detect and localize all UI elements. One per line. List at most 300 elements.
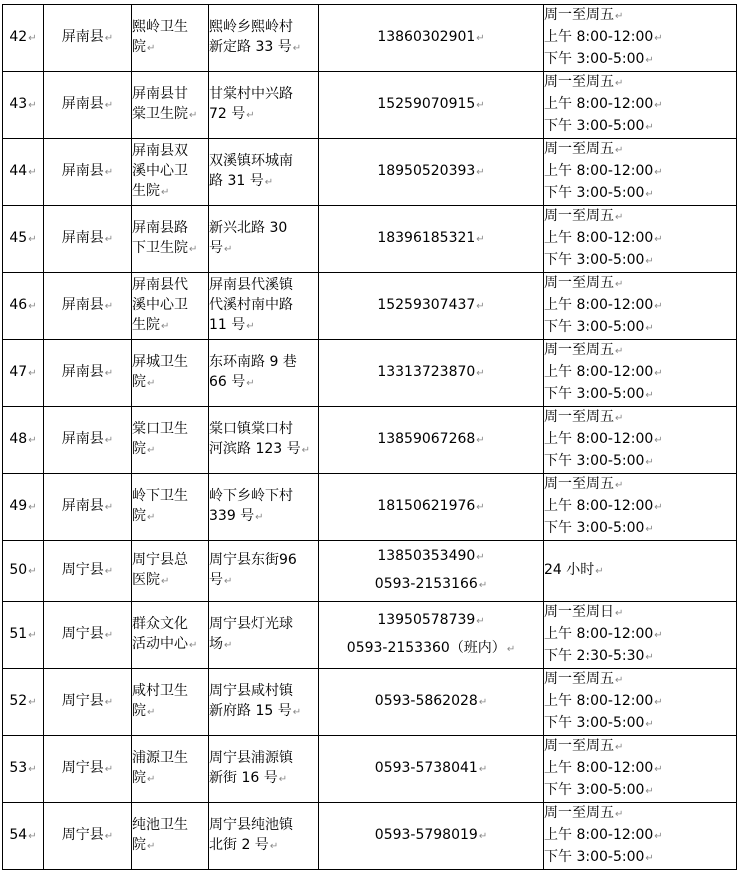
service-hours-line: [544, 474, 736, 496]
paragraph-mark-icon: ↵: [28, 502, 37, 513]
service-hours-line: [544, 139, 736, 161]
site-name-text: 院: [132, 374, 146, 390]
county-name: 屏南县: [61, 163, 104, 179]
site-name-text: 浦源卫生: [132, 750, 188, 766]
paragraph-mark-icon: ↵: [654, 697, 663, 708]
county-name: 屏南县: [61, 431, 104, 447]
site-name-text: 屏城卫生: [132, 354, 188, 370]
paragraph-mark-icon: ↵: [476, 435, 485, 446]
service-hours-line: [544, 825, 736, 847]
paragraph-mark-icon: ↵: [147, 512, 156, 523]
row-number-cell: [3, 340, 44, 407]
phone-cell: [319, 602, 544, 669]
address-text: 棠口镇棠口村: [209, 421, 293, 437]
service-hours-text: 周一至周五: [544, 738, 614, 754]
site-name-line: [132, 486, 208, 506]
service-hours-text: 下午 3:00-5:00: [544, 51, 645, 67]
phone-number: 13860302901: [377, 29, 476, 45]
site-name-cell: [132, 139, 209, 206]
service-hours-cell: [544, 139, 737, 206]
table-row: [3, 602, 737, 669]
paragraph-mark-icon: ↵: [28, 435, 37, 446]
table-row: [3, 736, 737, 803]
paragraph-mark-icon: ↵: [28, 566, 37, 577]
service-hours-line: [544, 295, 736, 317]
paragraph-mark-icon: ↵: [28, 697, 37, 708]
service-hours-text: 周一至周五: [544, 342, 614, 358]
phone-number: 13950578739: [377, 612, 476, 628]
phone-cell: [319, 206, 544, 273]
row-number-cell: [3, 273, 44, 340]
paragraph-mark-icon: ↵: [104, 831, 114, 842]
table-row: [3, 669, 737, 736]
service-hours-line: [544, 736, 736, 758]
table-row: [3, 407, 737, 474]
service-hours-text: 下午 3:00-5:00: [544, 520, 645, 536]
paragraph-mark-icon: ↵: [104, 301, 114, 312]
paragraph-mark-icon: ↵: [476, 616, 485, 627]
county-name: 周宁县: [61, 693, 104, 709]
phone-number: 18950520393: [377, 163, 476, 179]
paragraph-mark-icon: ↵: [645, 524, 654, 535]
site-name-text: 周宁县总: [132, 552, 188, 568]
phone-number-line: [319, 638, 543, 660]
table-row: [3, 340, 737, 407]
table-row: [3, 541, 737, 602]
phone-number-line: [319, 574, 543, 596]
address-text: 周宁县东街96: [209, 552, 297, 568]
paragraph-mark-icon: ↵: [104, 100, 114, 111]
paragraph-mark-icon: ↵: [28, 301, 37, 312]
paragraph-mark-icon: ↵: [301, 445, 311, 456]
phone-cell: [319, 736, 544, 803]
address-text: 甘棠村中兴路: [209, 86, 293, 102]
site-name-text: 咸村卫生: [132, 683, 188, 699]
service-hours-line: [544, 780, 736, 802]
site-name-line: [132, 570, 208, 592]
county-name: 屏南县: [61, 96, 104, 112]
site-name-line: [132, 181, 208, 203]
paragraph-mark-icon: ↵: [104, 368, 114, 379]
table-body: [3, 5, 737, 870]
county-name: 屏南县: [61, 498, 104, 514]
address-line: [209, 634, 318, 656]
address-text: 周宁县纯池镇: [209, 817, 293, 833]
site-name-text: 溪中心卫: [132, 297, 188, 313]
paragraph-mark-icon: ↵: [28, 167, 37, 178]
site-name-line: [132, 506, 208, 528]
county-cell: [44, 139, 132, 206]
service-hours-text: 上午 8:00-12:00: [544, 498, 654, 514]
service-hours-text: 上午 8:00-12:00: [544, 760, 654, 776]
paragraph-mark-icon: ↵: [478, 764, 488, 775]
site-name-line: [132, 161, 208, 181]
site-name-line: [132, 614, 208, 634]
site-name-cell: [132, 736, 209, 803]
site-name-cell: [132, 669, 209, 736]
address-line: [209, 315, 318, 337]
address-cell: [209, 736, 319, 803]
address-text: 场: [209, 636, 223, 652]
phone-cell: [319, 541, 544, 602]
address-text: 北街 2 号: [209, 837, 269, 853]
paragraph-mark-icon: ↵: [615, 742, 624, 753]
service-hours-text: 上午 8:00-12:00: [544, 163, 654, 179]
service-hours-text: 上午 8:00-12:00: [544, 297, 654, 313]
service-hours-line: [544, 429, 736, 451]
site-name-text: 院: [132, 441, 146, 457]
service-hours-line: [544, 116, 736, 138]
phone-number-line: [319, 546, 543, 568]
county-name: 周宁县: [61, 760, 104, 776]
row-number-cell: [3, 602, 44, 669]
address-line: [209, 550, 318, 570]
county-name: 周宁县: [61, 562, 104, 578]
site-name-text: 下卫生院: [132, 240, 188, 256]
paragraph-mark-icon: ↵: [615, 608, 624, 619]
paragraph-mark-icon: ↵: [476, 502, 485, 513]
paragraph-mark-icon: ↵: [654, 502, 663, 513]
county-cell: [44, 407, 132, 474]
paragraph-mark-icon: ↵: [478, 697, 488, 708]
row-number: 50: [9, 562, 28, 578]
service-hours-line: [544, 94, 736, 116]
site-name-line: [132, 295, 208, 315]
phone-number-line: [319, 496, 543, 518]
site-name-cell: [132, 602, 209, 669]
row-number-cell: [3, 803, 44, 870]
address-text: 岭下乡岭下村: [209, 488, 293, 504]
site-name-cell: [132, 407, 209, 474]
site-name-text: 屏南县代: [132, 277, 188, 293]
site-name-line: [132, 84, 208, 104]
paragraph-mark-icon: ↵: [104, 764, 114, 775]
paragraph-mark-icon: ↵: [654, 234, 663, 245]
paragraph-mark-icon: ↵: [478, 580, 488, 591]
service-hours-text: 周一至周五: [544, 671, 614, 687]
row-number: 53: [9, 760, 28, 776]
address-cell: [209, 206, 319, 273]
phone-number: 15259307437: [377, 297, 476, 313]
address-cell: [209, 340, 319, 407]
site-name-text: 群众文化: [132, 616, 188, 632]
phone-cell: [319, 669, 544, 736]
address-text: 新定路 33 号: [209, 39, 292, 55]
address-cell: [209, 139, 319, 206]
table-row: [3, 139, 737, 206]
county-cell: [44, 273, 132, 340]
paragraph-mark-icon: ↵: [224, 640, 233, 651]
address-line: [209, 681, 318, 701]
service-hours-text: 周一至周五: [544, 74, 614, 90]
service-hours-line: [544, 758, 736, 780]
paragraph-mark-icon: ↵: [615, 809, 624, 820]
row-number-cell: [3, 669, 44, 736]
paragraph-mark-icon: ↵: [615, 480, 624, 491]
address-cell: [209, 407, 319, 474]
row-number: 42: [9, 29, 28, 45]
paragraph-mark-icon: ↵: [28, 368, 37, 379]
table-row: [3, 803, 737, 870]
site-name-line: [132, 315, 208, 337]
address-line: [209, 151, 318, 171]
service-hours-line: [544, 384, 736, 406]
paragraph-mark-icon: ↵: [189, 110, 198, 121]
service-hours-line: [544, 340, 736, 362]
paragraph-mark-icon: ↵: [104, 566, 114, 577]
site-name-cell: [132, 340, 209, 407]
service-hours-text: 下午 3:00-5:00: [544, 386, 645, 402]
address-text: 66 号: [209, 374, 246, 390]
paragraph-mark-icon: ↵: [476, 368, 485, 379]
paragraph-mark-icon: ↵: [28, 630, 37, 641]
row-number-cell: [3, 474, 44, 541]
service-hours-line: [544, 602, 736, 624]
paragraph-mark-icon: ↵: [104, 435, 114, 446]
address-text: 河滨路 123 号: [209, 441, 301, 457]
paragraph-mark-icon: ↵: [161, 187, 170, 198]
site-name-line: [132, 17, 208, 37]
address-text: 72 号: [209, 106, 246, 122]
service-hours-text: 周一至周日: [544, 604, 614, 620]
service-hours-line: [544, 803, 736, 825]
row-number-cell: [3, 5, 44, 72]
address-line: [209, 295, 318, 315]
site-name-cell: [132, 206, 209, 273]
paragraph-mark-icon: ↵: [506, 644, 516, 655]
address-line: [209, 238, 318, 260]
site-name-line: [132, 815, 208, 835]
address-text: 新兴北路 30: [209, 220, 288, 236]
site-name-cell: [132, 474, 209, 541]
paragraph-mark-icon: ↵: [645, 256, 654, 267]
service-hours-text: 周一至周五: [544, 141, 614, 157]
paragraph-mark-icon: ↵: [615, 78, 624, 89]
paragraph-mark-icon: ↵: [28, 100, 37, 111]
address-cell: [209, 5, 319, 72]
service-hours-text: 上午 8:00-12:00: [544, 230, 654, 246]
paragraph-mark-icon: ↵: [269, 841, 279, 852]
phone-number: 15259070915: [377, 96, 476, 112]
phone-number-line: [319, 429, 543, 451]
address-line: [209, 701, 318, 723]
address-line: [209, 352, 318, 372]
address-line: [209, 419, 318, 439]
paragraph-mark-icon: ↵: [255, 512, 264, 523]
paragraph-mark-icon: ↵: [476, 234, 485, 245]
phone-number: 13859067268: [377, 431, 476, 447]
county-name: 周宁县: [61, 626, 104, 642]
site-name-text: 熙岭卫生: [132, 19, 188, 35]
paragraph-mark-icon: ↵: [28, 33, 37, 44]
site-name-cell: [132, 273, 209, 340]
paragraph-mark-icon: ↵: [104, 697, 114, 708]
address-text: 11 号: [209, 317, 246, 333]
phone-cell: [319, 474, 544, 541]
phone-number: 0593-5738041: [374, 760, 478, 776]
paragraph-mark-icon: ↵: [189, 640, 198, 651]
address-text: 路 31 号: [209, 173, 264, 189]
row-number: 48: [9, 431, 28, 447]
site-name-line: [132, 701, 208, 723]
row-number-cell: [3, 736, 44, 803]
county-cell: [44, 5, 132, 72]
paragraph-mark-icon: ↵: [645, 652, 654, 663]
site-name-line: [132, 768, 208, 790]
county-name: 周宁县: [61, 827, 104, 843]
paragraph-mark-icon: ↵: [615, 145, 624, 156]
site-name-line: [132, 372, 208, 394]
service-hours-line: [544, 5, 736, 27]
site-name-line: [132, 419, 208, 439]
site-name-text: 纯池卫生: [132, 817, 188, 833]
paragraph-mark-icon: ↵: [654, 764, 663, 775]
address-text: 熙岭乡熙岭村: [209, 19, 293, 35]
paragraph-mark-icon: ↵: [615, 11, 624, 22]
site-name-cell: [132, 5, 209, 72]
service-hours-text: 周一至周五: [544, 208, 614, 224]
phone-number-line: [319, 758, 543, 780]
table-row: [3, 5, 737, 72]
service-hours-cell: [544, 803, 737, 870]
service-hours-line: [544, 646, 736, 668]
row-number: 52: [9, 693, 28, 709]
phone-cell: [319, 340, 544, 407]
paragraph-mark-icon: ↵: [476, 552, 485, 563]
service-hours-text: 下午 3:00-5:00: [544, 453, 645, 469]
paragraph-mark-icon: ↵: [645, 55, 654, 66]
paragraph-mark-icon: ↵: [104, 234, 114, 245]
site-name-text: 生院: [132, 317, 160, 333]
address-line: [209, 171, 318, 193]
phone-number: 18396185321: [377, 230, 476, 246]
site-name-cell: [132, 541, 209, 602]
address-text: 周宁县浦源镇: [209, 750, 293, 766]
site-name-text: 院: [132, 837, 146, 853]
phone-number-line: [319, 94, 543, 116]
paragraph-mark-icon: ↵: [654, 100, 663, 111]
service-hours-line: [544, 72, 736, 94]
paragraph-mark-icon: ↵: [147, 707, 156, 718]
address-line: [209, 768, 318, 790]
address-text: 周宁县灯光球: [209, 616, 293, 632]
service-hours-line: [544, 407, 736, 429]
address-text: 双溪镇环城南: [209, 153, 293, 169]
service-hours-line: [544, 206, 736, 228]
address-line: [209, 84, 318, 104]
paragraph-mark-icon: ↵: [476, 167, 485, 178]
site-name-line: [132, 141, 208, 161]
row-number: 47: [9, 364, 28, 380]
row-number-cell: [3, 206, 44, 273]
paragraph-mark-icon: ↵: [246, 321, 255, 332]
phone-cell: [319, 407, 544, 474]
county-cell: [44, 541, 132, 602]
service-hours-text: 上午 8:00-12:00: [544, 431, 654, 447]
service-hours-line: [544, 496, 736, 518]
service-hours-text: 下午 2:30-5:30: [544, 648, 645, 664]
phone-cell: [319, 139, 544, 206]
row-number-cell: [3, 139, 44, 206]
county-cell: [44, 602, 132, 669]
table-row: [3, 474, 737, 541]
paragraph-mark-icon: ↵: [645, 189, 654, 200]
paragraph-mark-icon: ↵: [161, 576, 170, 587]
service-hours-text: 上午 8:00-12:00: [544, 827, 654, 843]
site-name-line: [132, 104, 208, 126]
address-cell: [209, 602, 319, 669]
service-hours-line: [544, 161, 736, 183]
site-name-line: [132, 238, 208, 260]
phone-number-line: [319, 27, 543, 49]
paragraph-mark-icon: ↵: [246, 378, 255, 389]
address-cell: [209, 541, 319, 602]
paragraph-mark-icon: ↵: [654, 435, 663, 446]
service-hours-text: 下午 3:00-5:00: [544, 782, 645, 798]
table-row: [3, 206, 737, 273]
row-number-cell: [3, 407, 44, 474]
site-name-line: [132, 681, 208, 701]
address-line: [209, 748, 318, 768]
address-line: [209, 439, 318, 461]
service-hours-text: 上午 8:00-12:00: [544, 96, 654, 112]
site-name-text: 院: [132, 770, 146, 786]
site-name-text: 岭下卫生: [132, 488, 188, 504]
address-line: [209, 835, 318, 857]
paragraph-mark-icon: ↵: [104, 502, 114, 513]
paragraph-mark-icon: ↵: [147, 774, 156, 785]
phone-number: 0593-5798019: [374, 827, 478, 843]
address-text: 339 号: [209, 508, 255, 524]
address-line: [209, 104, 318, 126]
site-name-text: 棠卫生院: [132, 106, 188, 122]
paragraph-mark-icon: ↵: [246, 110, 255, 121]
paragraph-mark-icon: ↵: [28, 234, 37, 245]
paragraph-mark-icon: ↵: [645, 786, 654, 797]
address-text: 号: [209, 572, 223, 588]
service-hours-text: 上午 8:00-12:00: [544, 364, 654, 380]
service-hours-text: 24 小时: [544, 562, 595, 578]
paragraph-mark-icon: ↵: [645, 390, 654, 401]
paragraph-mark-icon: ↵: [645, 457, 654, 468]
paragraph-mark-icon: ↵: [189, 244, 198, 255]
paragraph-mark-icon: ↵: [645, 122, 654, 133]
service-hours-text: 周一至周五: [544, 275, 614, 291]
row-number: 44: [9, 163, 28, 179]
address-line: [209, 275, 318, 295]
service-hours-cell: [544, 474, 737, 541]
phone-number: 13313723870: [377, 364, 476, 380]
paragraph-mark-icon: ↵: [224, 576, 233, 587]
site-name-cell: [132, 803, 209, 870]
address-line: [209, 614, 318, 634]
row-number: 43: [9, 96, 28, 112]
paragraph-mark-icon: ↵: [654, 630, 663, 641]
phone-number: 0593-2153166: [374, 576, 478, 592]
site-name-line: [132, 218, 208, 238]
address-text: 东环南路 9 巷: [209, 354, 297, 370]
site-name-line: [132, 352, 208, 372]
phone-number-line: [319, 295, 543, 317]
service-hours-line: [544, 49, 736, 71]
row-number: 46: [9, 297, 28, 313]
county-cell: [44, 72, 132, 139]
phone-cell: [319, 803, 544, 870]
paragraph-mark-icon: ↵: [147, 841, 156, 852]
phone-cell: [319, 5, 544, 72]
row-number-cell: [3, 72, 44, 139]
paragraph-mark-icon: ↵: [478, 831, 488, 842]
